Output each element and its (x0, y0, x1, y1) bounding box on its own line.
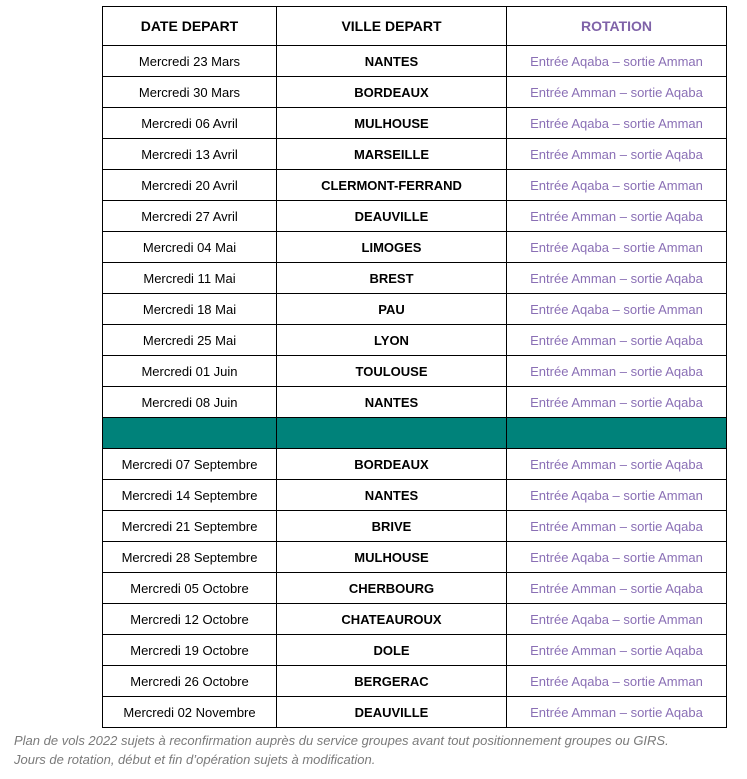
table-row (103, 697, 727, 728)
rotation-cell: Entrée Amman – sortie Aqaba (507, 325, 727, 356)
table-row (103, 77, 727, 108)
date-cell: Mercredi 25 Mai (103, 325, 277, 356)
date-cell: Mercredi 20 Avril (103, 170, 277, 201)
date-cell: Mercredi 01 Juin (103, 356, 277, 387)
table-row (103, 387, 727, 418)
header-date-depart: DATE DEPART (103, 7, 277, 46)
city-cell: TOULOUSE (277, 356, 507, 387)
table-row (103, 449, 727, 480)
rotation-cell: Entrée Aqaba – sortie Amman (507, 232, 727, 263)
city-cell: CHATEAUROUX (277, 604, 507, 635)
schedule-autumn (103, 449, 727, 728)
date-cell: Mercredi 11 Mai (103, 263, 277, 294)
date-cell: Mercredi 26 Octobre (103, 666, 277, 697)
separator-row (103, 418, 727, 449)
date-cell: Mercredi 23 Mars (103, 46, 277, 77)
table-row (103, 573, 727, 604)
rotation-cell: Entrée Amman – sortie Aqaba (507, 511, 727, 542)
rotation-cell: Entrée Amman – sortie Aqaba (507, 139, 727, 170)
table-row (103, 480, 727, 511)
table-row (103, 294, 727, 325)
rotation-cell: Entrée Amman – sortie Aqaba (507, 356, 727, 387)
flight-schedule-table (102, 6, 727, 728)
city-cell: BORDEAUX (277, 449, 507, 480)
table-row (103, 201, 727, 232)
city-cell: DEAUVILLE (277, 697, 507, 728)
rotation-cell: Entrée Aqaba – sortie Amman (507, 542, 727, 573)
date-cell: Mercredi 28 Septembre (103, 542, 277, 573)
date-cell: Mercredi 04 Mai (103, 232, 277, 263)
table-row (103, 170, 727, 201)
table-row (103, 604, 727, 635)
date-cell: Mercredi 14 Septembre (103, 480, 277, 511)
date-cell: Mercredi 02 Novembre (103, 697, 277, 728)
rotation-cell: Entrée Aqaba – sortie Amman (507, 294, 727, 325)
city-cell: BORDEAUX (277, 77, 507, 108)
rotation-cell: Entrée Aqaba – sortie Amman (507, 170, 727, 201)
city-cell: NANTES (277, 46, 507, 77)
table-row (103, 542, 727, 573)
city-cell: BREST (277, 263, 507, 294)
rotation-cell: Entrée Aqaba – sortie Amman (507, 46, 727, 77)
rotation-cell: Entrée Amman – sortie Aqaba (507, 449, 727, 480)
footnote: Plan de vols 2022 sujets à reconfirmation auprès du service groupes avant tout positionnement groupes ou GIRS. Jours de rotation, début et fin d’opération sujets à modification. (14, 733, 669, 767)
rotation-cell: Entrée Aqaba – sortie Amman (507, 666, 727, 697)
date-cell: Mercredi 07 Septembre (103, 449, 277, 480)
rotation-cell: Entrée Amman – sortie Aqaba (507, 263, 727, 294)
date-cell: Mercredi 08 Juin (103, 387, 277, 418)
city-cell: CHERBOURG (277, 573, 507, 604)
city-cell: NANTES (277, 387, 507, 418)
rotation-cell: Entrée Amman – sortie Aqaba (507, 635, 727, 666)
separator-cell (277, 418, 507, 449)
date-cell: Mercredi 12 Octobre (103, 604, 277, 635)
table-row (103, 46, 727, 77)
city-cell: LIMOGES (277, 232, 507, 263)
table-row (103, 511, 727, 542)
city-cell: CLERMONT-FERRAND (277, 170, 507, 201)
rotation-cell: Entrée Aqaba – sortie Amman (507, 480, 727, 511)
rotation-cell: Entrée Amman – sortie Aqaba (507, 573, 727, 604)
schedule-spring (103, 46, 727, 418)
rotation-cell: Entrée Amman – sortie Aqaba (507, 697, 727, 728)
date-cell: Mercredi 30 Mars (103, 77, 277, 108)
table-row (103, 263, 727, 294)
rotation-cell: Entrée Aqaba – sortie Amman (507, 108, 727, 139)
city-cell: BRIVE (277, 511, 507, 542)
rotation-cell: Entrée Amman – sortie Aqaba (507, 201, 727, 232)
date-cell: Mercredi 27 Avril (103, 201, 277, 232)
table-row (103, 232, 727, 263)
table-row (103, 356, 727, 387)
table-row (103, 666, 727, 697)
date-cell: Mercredi 13 Avril (103, 139, 277, 170)
city-cell: MULHOUSE (277, 542, 507, 573)
city-cell: PAU (277, 294, 507, 325)
city-cell: NANTES (277, 480, 507, 511)
rotation-cell: Entrée Amman – sortie Aqaba (507, 77, 727, 108)
rotation-cell: Entrée Amman – sortie Aqaba (507, 387, 727, 418)
table-row (103, 108, 727, 139)
city-cell: DOLE (277, 635, 507, 666)
date-cell: Mercredi 18 Mai (103, 294, 277, 325)
date-cell: Mercredi 19 Octobre (103, 635, 277, 666)
table-header-row (103, 7, 727, 46)
header-ville-depart: VILLE DEPART (277, 7, 507, 46)
separator-cell (103, 418, 277, 449)
separator-cell (507, 418, 727, 449)
table-row (103, 325, 727, 356)
table-row (103, 139, 727, 170)
date-cell: Mercredi 06 Avril (103, 108, 277, 139)
header-rotation: ROTATION (507, 7, 727, 46)
city-cell: MULHOUSE (277, 108, 507, 139)
date-cell: Mercredi 05 Octobre (103, 573, 277, 604)
city-cell: DEAUVILLE (277, 201, 507, 232)
city-cell: BERGERAC (277, 666, 507, 697)
season-separator (103, 418, 727, 449)
rotation-cell: Entrée Aqaba – sortie Amman (507, 604, 727, 635)
city-cell: LYON (277, 325, 507, 356)
city-cell: MARSEILLE (277, 139, 507, 170)
date-cell: Mercredi 21 Septembre (103, 511, 277, 542)
table-row (103, 635, 727, 666)
